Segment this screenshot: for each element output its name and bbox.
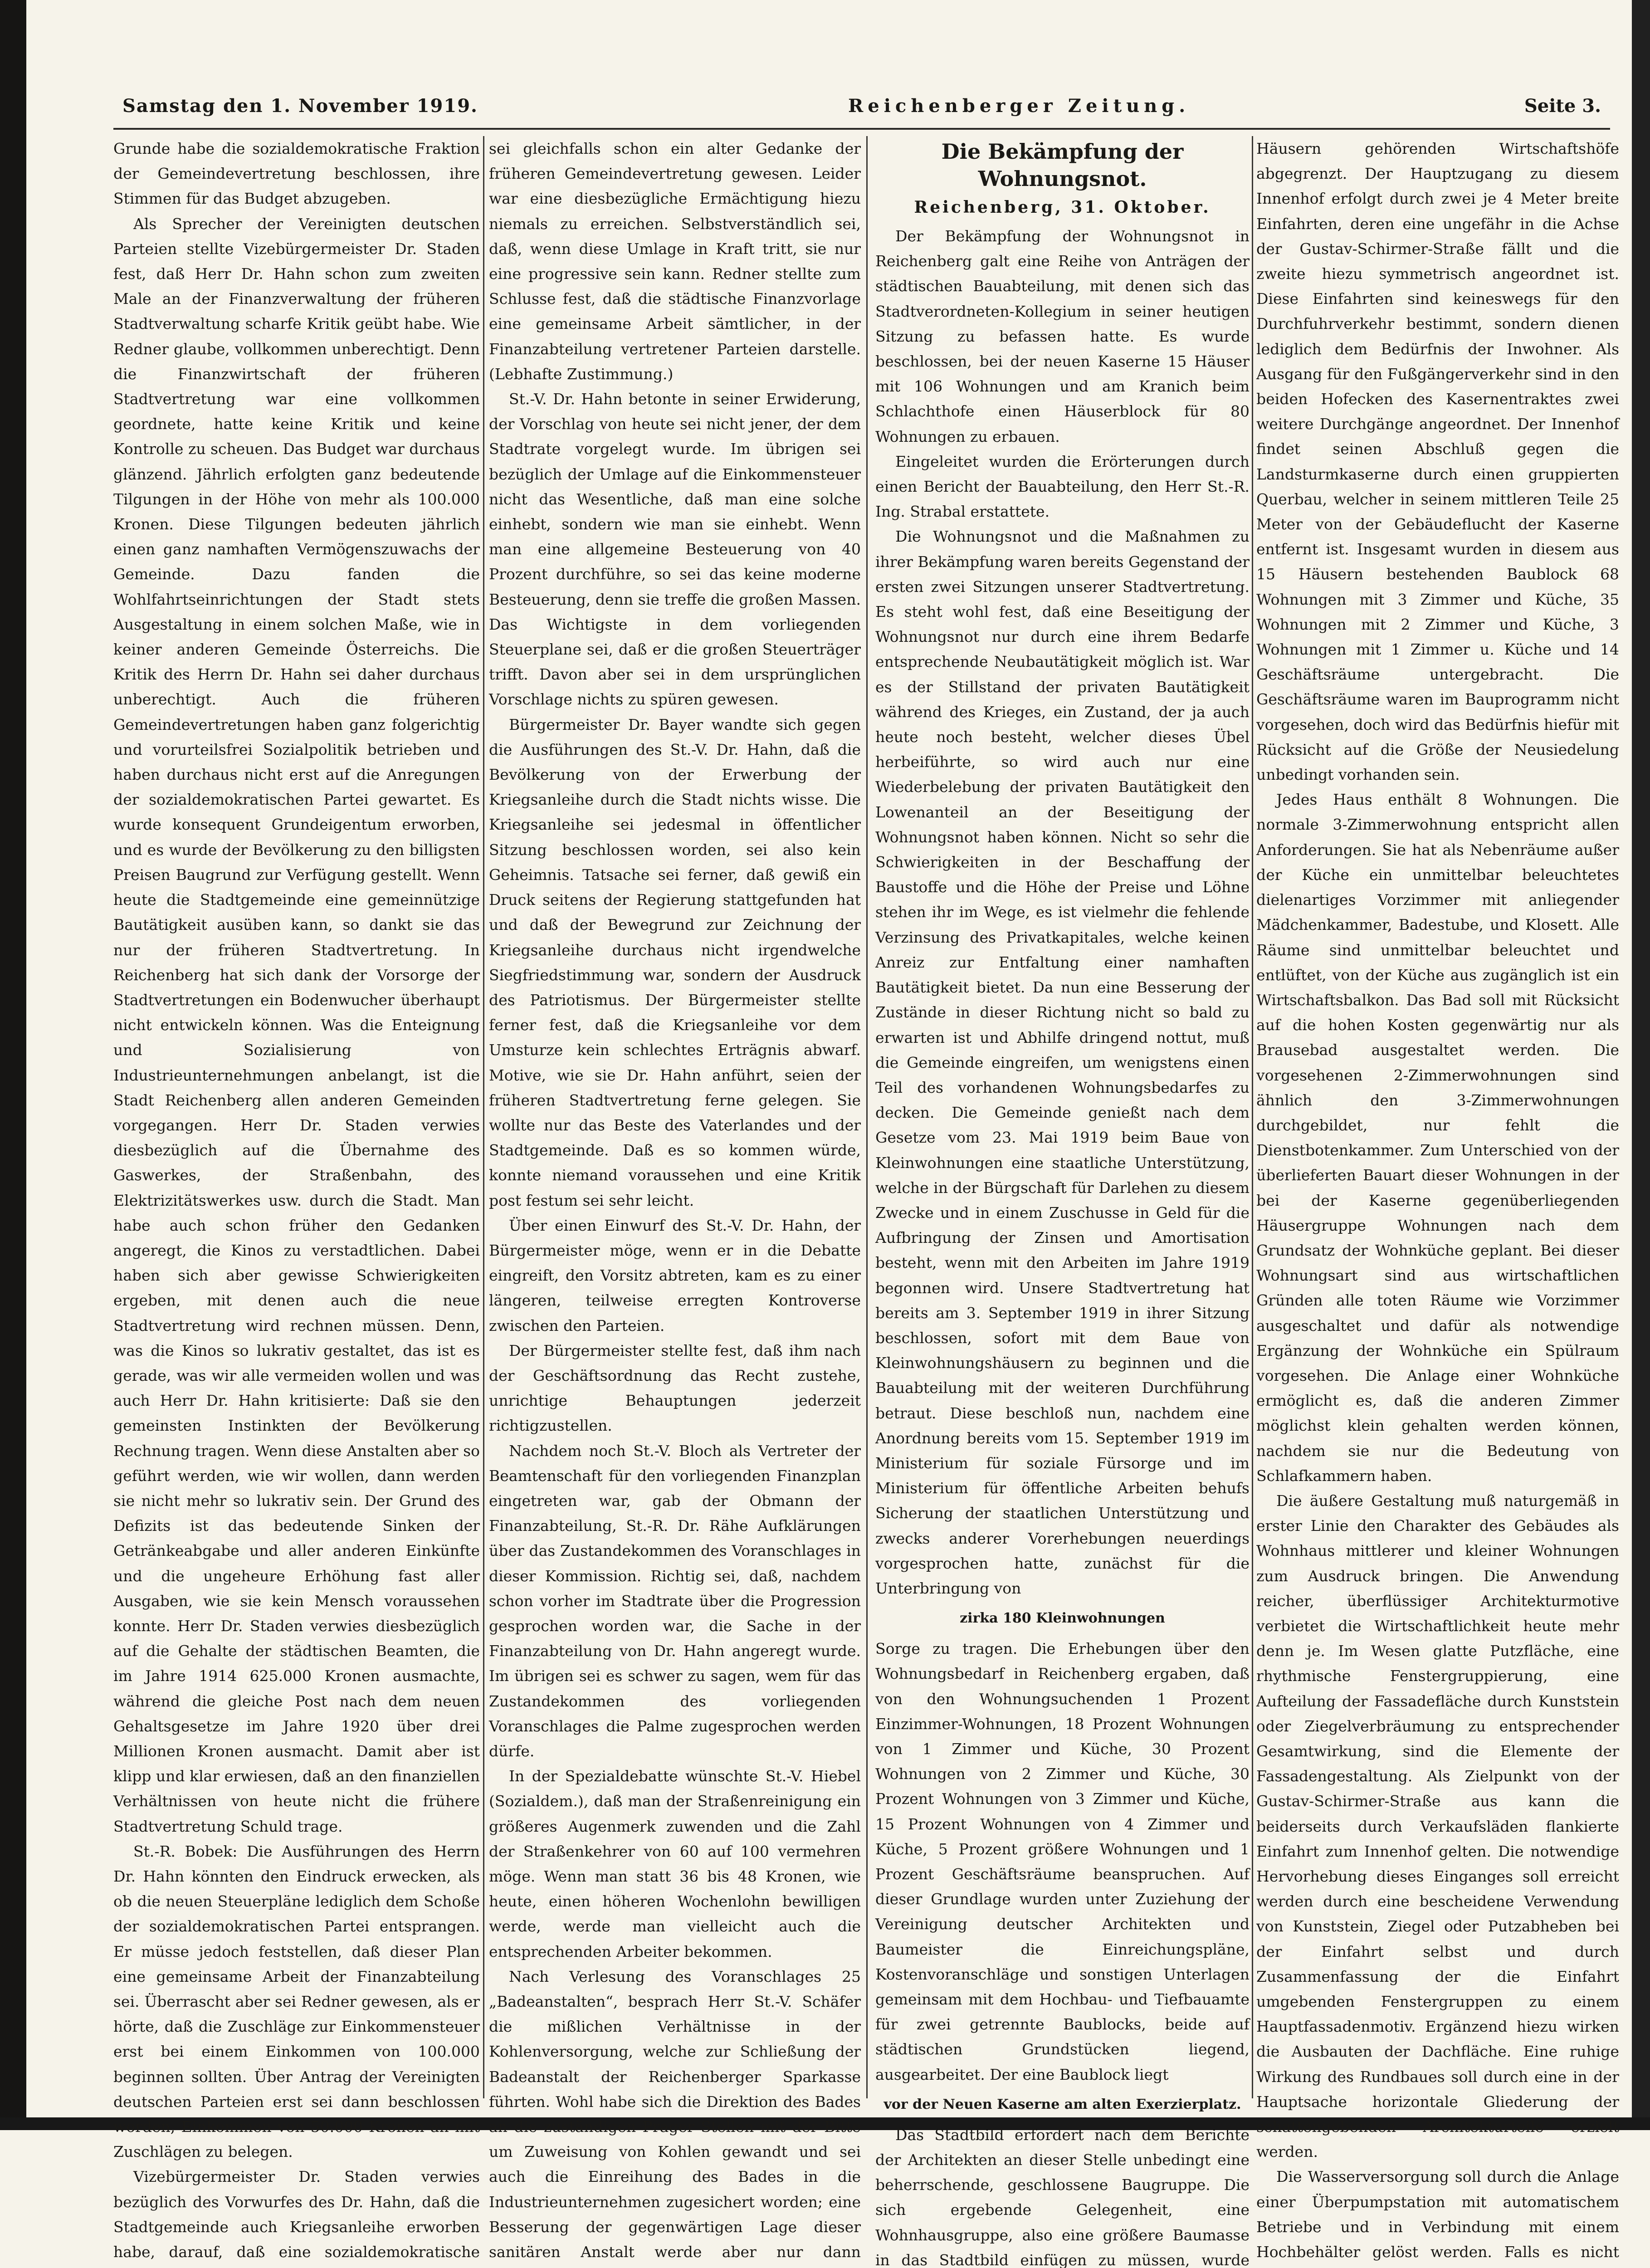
paragraph: Häusern gehörenden Wirtschaftshöfe abgegrenzt. Der Hauptzugang zu diesem Innenhof erfolgt durch zwei je 4 Meter breite Einfahrten, deren eine ungefähr in die Achse der Gustav-Schirmer-Straße fällt und die zweite hiezu symmetrisch angeordnet ist. Diese Einfahrten sind keineswegs für den Durchfuhrverkehr bestimmt, sondern dienen lediglich dem Bedürfnis der Inwohner. Als Ausgang für den Fußgängerverkehr sind in den beiden Hofecken des Kasernentraktes zwei weitere Durchgänge angeordnet. Der Innenhof findet seinen Abschluß gegen die Landsturmkaserne durch einen gruppierten Querbau, welcher in seinem mittleren Teile 25 Meter von der Gebäudeflucht der Kaserne entfernt ist. Insgesamt wurden in diesem aus 15 Häusern bestehenden Baublock 68 Wohnungen mit 3 Zimmer und Küche, 35 Wohnungen mit 2 Zimmer und Küche, 3 Wohnungen mit 1 Zimmer u. Küche und 14 Geschäftsräume untergebracht. Die Geschäftsräume waren im Bauprogramm nicht vorgesehen, doch wird das Bedürfnis hiefür mit Rücksicht auf die Größe der Neusiedelung unbedingt vorhanden sein.	[1256, 140, 1619, 784]
header-newspaper-name: Reichenberger Zeitung.	[848, 95, 1190, 117]
column-divider	[483, 136, 484, 2098]
column-divider	[1252, 136, 1253, 2098]
paragraph: Die Wasserversorgung soll durch die Anlage einer Überpumpstation mit automatischem Betriebe und in Verbindung mit einem Hochbehälter gelöst werden. Falls es nicht	[1256, 2168, 1619, 2261]
column-1	[113, 136, 480, 2261]
paragraph: Grunde habe die sozialdemokratische Fraktion der Gemeindevertretung beschlossen, ihre Stimmen für das Budget abzugeben.	[113, 140, 480, 208]
paragraph: Das Stadtbild erfordert nach dem Berichte der Architekten an dieser Stelle unbedingt eine beherrschende, geschlossene Baugruppe. Die sich ergebende Gelegenheit, eine Wohnhausgruppe, also eine größere Baumasse in das Stadtbild einfügen zu müssen, wurde	[875, 2126, 1250, 2268]
paragraph: St.-V. Dr. Hahn betonte in seiner Erwiderung, der Vorschlag von heute sei nicht jener, der dem Stadtrate vorgelegt wurde. Im übrigen sei bezüglich der Umlage auf die Einkommensteuer nicht das Wesentliche, daß man eine solche einhebt, sondern wie man sie einhebt. Wenn man eine allgemeine Besteuerung von 40 Prozent durchführe, so sei das keine moderne Besteuerung, denn sie treffe die großen Massen. Das Wichtigste in dem vorliegenden Steuerplane sei, daß er die großen Steuerträger trifft. Davon aber sei in dem ursprünglichen Vorschlage nichts zu spüren gewesen.	[489, 390, 861, 709]
header-page-number: Seite 3.	[1524, 95, 1601, 117]
paragraph: Jedes Haus enthält 8 Wohnungen. Die normale 3-Zimmerwohnung entspricht allen Anforderungen. Sie hat als Nebenräume außer der Küche ein unmittelbar beleuchtetes dielenartiges Vorzimmer mit anliegender Mädchenkammer, Badestube, und Klosett. Alle Räume sind unmittelbar beleuchtet und entlüftet, von der Küche aus zugänglich ist ein Wirtschaftsbalkon. Das Bad soll mit Rücksicht auf die hohen Kosten gegenwärtig nur als Brausebad ausgestaltet werden. Die vorgesehenen 2-Zimmerwohnungen sind ähnlich den 3-Zimmerwohnungen durchgebildet, nur fehlt die Dienstbotenkammer. Zum Unterschied von der überlieferten Bauart dieser Wohnungen in der bei der Kaserne gegenüberliegenden Häusergruppe Wohnungen nach dem Grundsatz der Wohnküche geplant. Bei dieser Wohnungsart sind aus wirtschaftlichen Gründen alle toten Räume wie Vorzimmer ausgeschaltet und dafür als notwendige Ergänzung der Wohnküche ein Spülraum vorgesehen. Die Anlage einer Wohnküche ermöglicht es, daß die anderen Zimmer möglichst klein gehalten werden können, nachdem sie nur die Bedeutung von Schlafkammern haben.	[1256, 791, 1619, 1485]
article-dateline: Reichenberg, 31. Oktober.	[914, 198, 1211, 217]
header-rule	[113, 128, 1610, 130]
page-header	[122, 91, 1619, 122]
paragraph: Der Bürgermeister stellte fest, daß ihm nach der Geschäftsordnung das Recht zustehe, unrichtige Behauptungen jederzeit richtigzustellen.	[489, 1341, 861, 1435]
paragraph: St.-R. Bobek: Die Ausführungen des Herrn Dr. Hahn könnten den Eindruck erwecken, als ob die neuen Steuerpläne lediglich dem Schoße der sozialdemokratischen Partei entsprangen. Er müsse jedoch feststellen, daß dieser Plan eine gemeinsame Arbeit der Finanzabteilung sei. Überrascht aber sei Redner gewesen, als er hörte, daß die Zuschläge zur Einkommensteuer erst bei einem Einkommen von 100.000 beginnen sollten. Über Antrag der Vereinigten deutschen Parteien erst sei dann beschlossen worden, Einkommen von 50.000 Kronen an mit Zuschlägen zu belegen.	[113, 1842, 480, 2161]
paragraph: Der Bekämpfung der Wohnungsnot in Reichenberg galt eine Reihe von Anträgen der städtischen Bauabteilung, mit denen sich das Stadtverordneten-Kollegium in seiner heutigen Sitzung zu befassen hatte. Es wurde beschlossen, bei der neuen Kaserne 15 Häuser mit 106 Wohnungen und am Kranich beim Schlachthofe einen Häuserblock für 80 Wohnungen zu erbauen.	[875, 227, 1250, 445]
scan-edge-left	[0, 0, 26, 2130]
paragraph: Eingeleitet wurden die Erörterungen durch einen Bericht der Bauabteilung, den Herr St.-R. Ing. Strabal erstattete.	[875, 452, 1250, 521]
section-subheading: zirka 180 Kleinwohnungen	[960, 1610, 1165, 1627]
paragraph: Vizebürgermeister Dr. Staden verwies bezüglich des Vorwurfes des Dr. Hahn, daß die Stadtgemeinde auch Kriegsanleihe erworben habe, darauf, daß eine sozialdemokratische	[113, 2168, 480, 2261]
article-headline: Die Bekämpfung der Wohnungsnot.	[941, 139, 1184, 191]
column-divider	[866, 136, 868, 2098]
paragraph: In der Spezialdebatte wünschte St.-V. Hiebel (Sozialdem.), daß man der Straßenreinigung ein größeres Augenmerk zuwenden und die Zahl der Straßenkehrer von 60 auf 100 vermehren möge. Wenn man statt 36 bis 48 Kronen, wie heute, einen höheren Wochenlohn bewilligen werde, werde man vielleicht auch die entsprechenden Arbeiter bekommen.	[489, 1767, 861, 1960]
paragraph: Nachdem noch St.-V. Bloch als Vertreter der Beamtenschaft für den vorliegenden Finanzplan eingetreten war, gab der Obmann der Finanzabteilung, St.-R. Dr. Rähe Aufklärungen über das Zustandekommen des Voranschlages in dieser Kommission. Richtig sei, daß, nachdem schon vorher im Stadtrate über die Progression gesprochen worden war, die Sache in der Finanzabteilung von Dr. Hahn angeregt wurde. Im übrigen sei es schwer zu sagen, wem für das Zustandekommen des vorliegenden Voranschlages die Palme zugesprochen werden dürfe.	[489, 1442, 861, 1760]
paragraph: Als Sprecher der Vereinigten deutschen Parteien stellte Vizebürgermeister Dr. Staden fest, daß Herr Dr. Hahn schon zum zweiten Male an der Finanzverwaltung der früheren Stadtverwaltung scharfe Kritik geübt habe. Wie Redner glaube, vollkommen unberechtigt. Denn die Finanzwirtschaft der früheren Stadtvertretung war eine vollkommen geordnete, hatte keine Kritik und keine Kontrolle zu scheuen. Das Budget war durchaus glänzend. Jährlich erfolgten ganz bedeutende Tilgungen in der Höhe von mehr als 100.000 Kronen. Diese Tilgungen bedeuten jährlich einen ganz namhaften Vermögenszuwachs der Gemeinde. Dazu fanden die Wohlfahrtseinrichtungen der Stadt stets Ausgestaltung in einem solchen Maße, wie in keiner anderen Gemeinde Österreichs. Die Kritik des Herrn Dr. Hahn sei daher durchaus unberechtigt. Auch die früheren Gemeindevertretungen haben ganz folgerichtig und vorurteilsfrei Sozialpolitik betrieben und haben durchaus nicht erst auf die Anregungen der sozialdemokratischen Partei gewartet. Es wurde konsequent Grundeigentum erworben, und es wurde der Bevölkerung zu den billigsten Preisen Baugrund zur Verfügung gestellt. Wenn heute die Stadtgemeinde eine gemeinnützige Bautätigkeit ausüben kann, so dankt sie das nur der früheren Stadtvertretung. In Reichenberg hat sich dank der Vorsorge der Stadtvertretungen ein Bodenwucher überhaupt nicht entwickeln können. Was die Enteignung und Sozialisierung von Industrieunternehmungen anbelangt, ist die Stadt Reichenberg allen anderen Gemeinden vorgegangen. Herr Dr. Staden verwies diesbezüglich auf die Übernahme des Gaswerkes, der Straßenbahn, des Elektrizitätswerkes usw. durch die Stadt. Man habe auch schon früher den Gedanken angeregt, die Kinos zu verstadtlichen. Dabei haben sich aber gewisse Schwierigkeiten ergeben, mit denen auch die neue Stadtvertretung wird rechnen müssen. Denn, was die Kinos so lukrativ gestaltet, das ist es gerade, was wir alle vermeiden wollen und was auch Herr Dr. Hahn kritisierte: Daß sie den gemeinsten Instinkten der Bevölkerung Rechnung tragen. Wenn diese Anstalten aber so geführt werden, wie wir wollen, dann werden sie nicht mehr so lukrativ sein. Der Grund des Defizits ist das bedeutende Sinken der Getränkeabgabe und aller anderen Einkünfte und die ungeheure Erhöhung fast aller Ausgaben, wie sie kein Mensch voraussehen konnte. Herr Dr. Staden verwies diesbezüglich auf die Gehalte der städtischen Beamten, die im Jahre 1914 625.000 Kronen ausmachte, während die gleiche Post nach dem neuen Gehaltsgesetze im Jahre 1920 über drei Millionen Kronen ausmacht. Damit aber ist klipp und klar erwiesen, daß an den finanziellen Verhältnissen von heute nicht die frühere Stadtvertretung Schuld trage.	[113, 215, 480, 1835]
section-subheading: vor der Neuen Kaserne am alten Exerzierplatz.	[884, 2096, 1241, 2112]
header-date: Samstag den 1. November 1919.	[122, 95, 478, 117]
column-2	[489, 136, 861, 2261]
paragraph: Bürgermeister Dr. Bayer wandte sich gegen die Ausführungen des St.-V. Dr. Hahn, daß die Bevölkerung von der Erwerbung der Kriegsanleihe durch die Stadt nichts wisse. Die Kriegsanleihe sei jedesmal in öffentlicher Sitzung beschlossen worden, sei also kein Geheimnis. Tatsache sei ferner, daß gewiß ein Druck seitens der Regierung stattgefunden hat und daß der Bewegrund zur Zeichnung der Kriegsanleihe durchaus nicht irgendwelche Siegfriedstimmung war, sondern der Ausdruck des Patriotismus. Der Bürgermeister stellte ferner fest, daß die Kriegsanleihe vor dem Umsturze kein schlechtes Erträgnis abwarf. Motive, wie sie Dr. Hahn anführt, seien der früheren Stadtvertretung ferne gelegen. Sie wollte nur das Beste des Vaterlandes und der Stadtgemeinde. Daß es so kommen würde, konnte niemand voraussehen und eine Kritik post festum sei sehr leicht.	[489, 715, 861, 1209]
paragraph: Über einen Einwurf des St.-V. Dr. Hahn, der Bürgermeister möge, wenn er in die Debatte eingreift, den Vorsitz abtreten, kam es zu einer längeren, teilweise erregten Kontroverse zwischen den Parteien.	[489, 1216, 861, 1334]
paragraph: Sorge zu tragen. Die Erhebungen über den Wohnungsbedarf in Reichenberg ergaben, daß von den Wohnungsuchenden 1 Prozent Einzimmer-Wohnungen, 18 Prozent Wohnungen von 1 Zimmer und Küche, 30 Prozent Wohnungen von 2 Zimmer und Küche, 30 Prozent Wohnungen von 3 Zimmer und Küche, 15 Prozent Wohnungen von 4 Zimmer und Küche, 5 Prozent größere Wohnungen und 1 Prozent Geschäftsräume beanspruchen. Auf dieser Grundlage wurden unter Zuziehung der Vereinigung deutscher Architekten und Baumeister die Einreichungspläne, Kostenvoranschläge und sonstigen Unterlagen gemeinsam mit dem Hochbau- und Tiefbauamte für zwei getrennte Baublocks, beide auf städtischen Grundstücken liegend, ausgearbeitet. Der eine Baublock liegt	[875, 1640, 1250, 2083]
scan-edge-right	[1632, 0, 1650, 2130]
paragraph: Nach Verlesung des Voranschlages 25 „Badeanstalten“, besprach Herr St.-V. Schäfer die mißlichen Verhältnisse in der Kohlenversorgung, welche zur Schließung der Badeanstalt der Reichenberger Sparkasse führten. Wohl habe sich die Direktion des Bades an die zuständigen Prager Stellen mit der Bitte um Zuweisung von Kohlen gewandt und sei auch die Einreihung des Bades in die Industrieunternehmen zugesichert worden; eine Besserung der gegenwärtigen Lage dieser sanitären Anstalt werde aber nur dann	[489, 1967, 861, 2261]
paragraph: Die äußere Gestaltung muß naturgemäß in erster Linie den Charakter des Gebäudes als Wohnhaus mittlerer und kleiner Wohnungen zum Ausdruck bringen. Die Anwendung reicher, überflüssiger Architekturmotive verbietet die Wirtschaftlichkeit heute mehr denn je. Im Wesen glatte Putzfläche, eine rhythmische Fenstergruppierung, eine Aufteilung der Fassadefläche durch Kunststein oder Ziegelverbräumung zu entsprechender Gesamtwirkung, sind die Elemente der Fassadengestaltung. Als Zielpunkt von der Gustav-Schirmer-Straße aus kann die beiderseits durch Verkaufsläden flankierte Einfahrt zum Innenhof gelten. Die notwendige Hervorhebung dieses Einganges soll erreicht werden durch eine bescheidene Verwendung von Kunststein, Ziegel oder Putzabheben bei der Einfahrt selbst und durch Zusammenfassung der die Einfahrt umgebenden Fenstergruppen zu einem Hauptfassadenmotiv. Ergänzend hiezu wirken die Ausbauten der Dachfläche. Eine ruhige Wirkung des Rundbaues soll durch eine in der Hauptsache horizontale Gliederung der schattengebenden Architekturteile erzielt werden.	[1256, 1491, 1619, 2161]
paragraph: sei gleichfalls schon ein alter Gedanke der früheren Gemeindevertretung gewesen. Leider war eine diesbezügliche Ermächtigung hiezu niemals zu erreichen. Selbstverständlich sei, daß, wenn diese Umlage in Kraft tritt, sie nur eine progressive sein kann. Redner stellte zum Schlusse fest, daß die städtische Finanzvorlage eine gemeinsame Arbeit sämtlicher, in der Finanzabteilung vertretener Parteien darstelle. (Lebhafte Zustimmung.)	[489, 140, 861, 383]
paragraph: Die Wohnungsnot und die Maßnahmen zu ihrer Bekämpfung waren bereits Gegenstand der ersten zwei Sitzungen unserer Stadtvertretung. Es steht wohl fest, daß eine Beseitigung der Wohnungsnot nur durch eine ihrem Bedarfe entsprechende Neubautätigkeit möglich ist. War es der Stillstand der privaten Bautätigkeit während des Krieges, ein Zustand, der ja auch heute noch besteht, welcher dieses Übel herbeiführte, so wird auch nur eine Wiederbelebung der privaten Bautätigkeit den Lowenanteil an der Beseitigung der Wohnungsnot haben können. Nicht so sehr die Schwierigkeiten in der Beschaffung der Baustoffe und die Höhe der Preise und Löhne stehen ihr im Wege, es ist vielmehr die fehlende Verzinsung des Privatkapitales, welche keinen Anreiz zur Entfaltung einer namhaften Bautätigkeit bietet. Da nun eine Besserung der Zustände in dieser Richtung nicht so bald zu erwarten ist und Abhilfe dringend nottut, muß die Gemeinde eingreifen, um wenigstens einen Teil des vorhandenen Wohnungsbedarfes zu decken. Die Gemeinde genießt nach dem Gesetze vom 23. Mai 1919 beim Baue von Kleinwohnungen eine staatliche Unterstützung, welche in der Bürgschaft für Darlehen zu diesem Zwecke und in einem Zuschusse in Geld für die Aufbringung der Zinsen und Amortisation besteht, wenn mit den Arbeiten im Jahre 1919 begonnen wird. Unsere Stadtvertretung hat bereits am 3. September 1919 in ihrer Sitzung beschlossen, sofort mit dem Baue von Kleinwohnungshäusern zu beginnen und die Bauabteilung mit der weiteren Durchführung betraut. Diese beschloß nun, nachdem eine Anordnung bereits vom 15. September 1919 im Ministerium für soziale Fürsorge und im Ministerium für öffentliche Arbeiten behufs Sicherung der staatlichen Unterstützung und zwecks anderer Vorerhebungen neuerdings vorgesprochen hatte, zunächst für die Unterbringung von	[875, 528, 1250, 1597]
column-4	[1256, 136, 1619, 2261]
column-3	[875, 136, 1250, 2268]
